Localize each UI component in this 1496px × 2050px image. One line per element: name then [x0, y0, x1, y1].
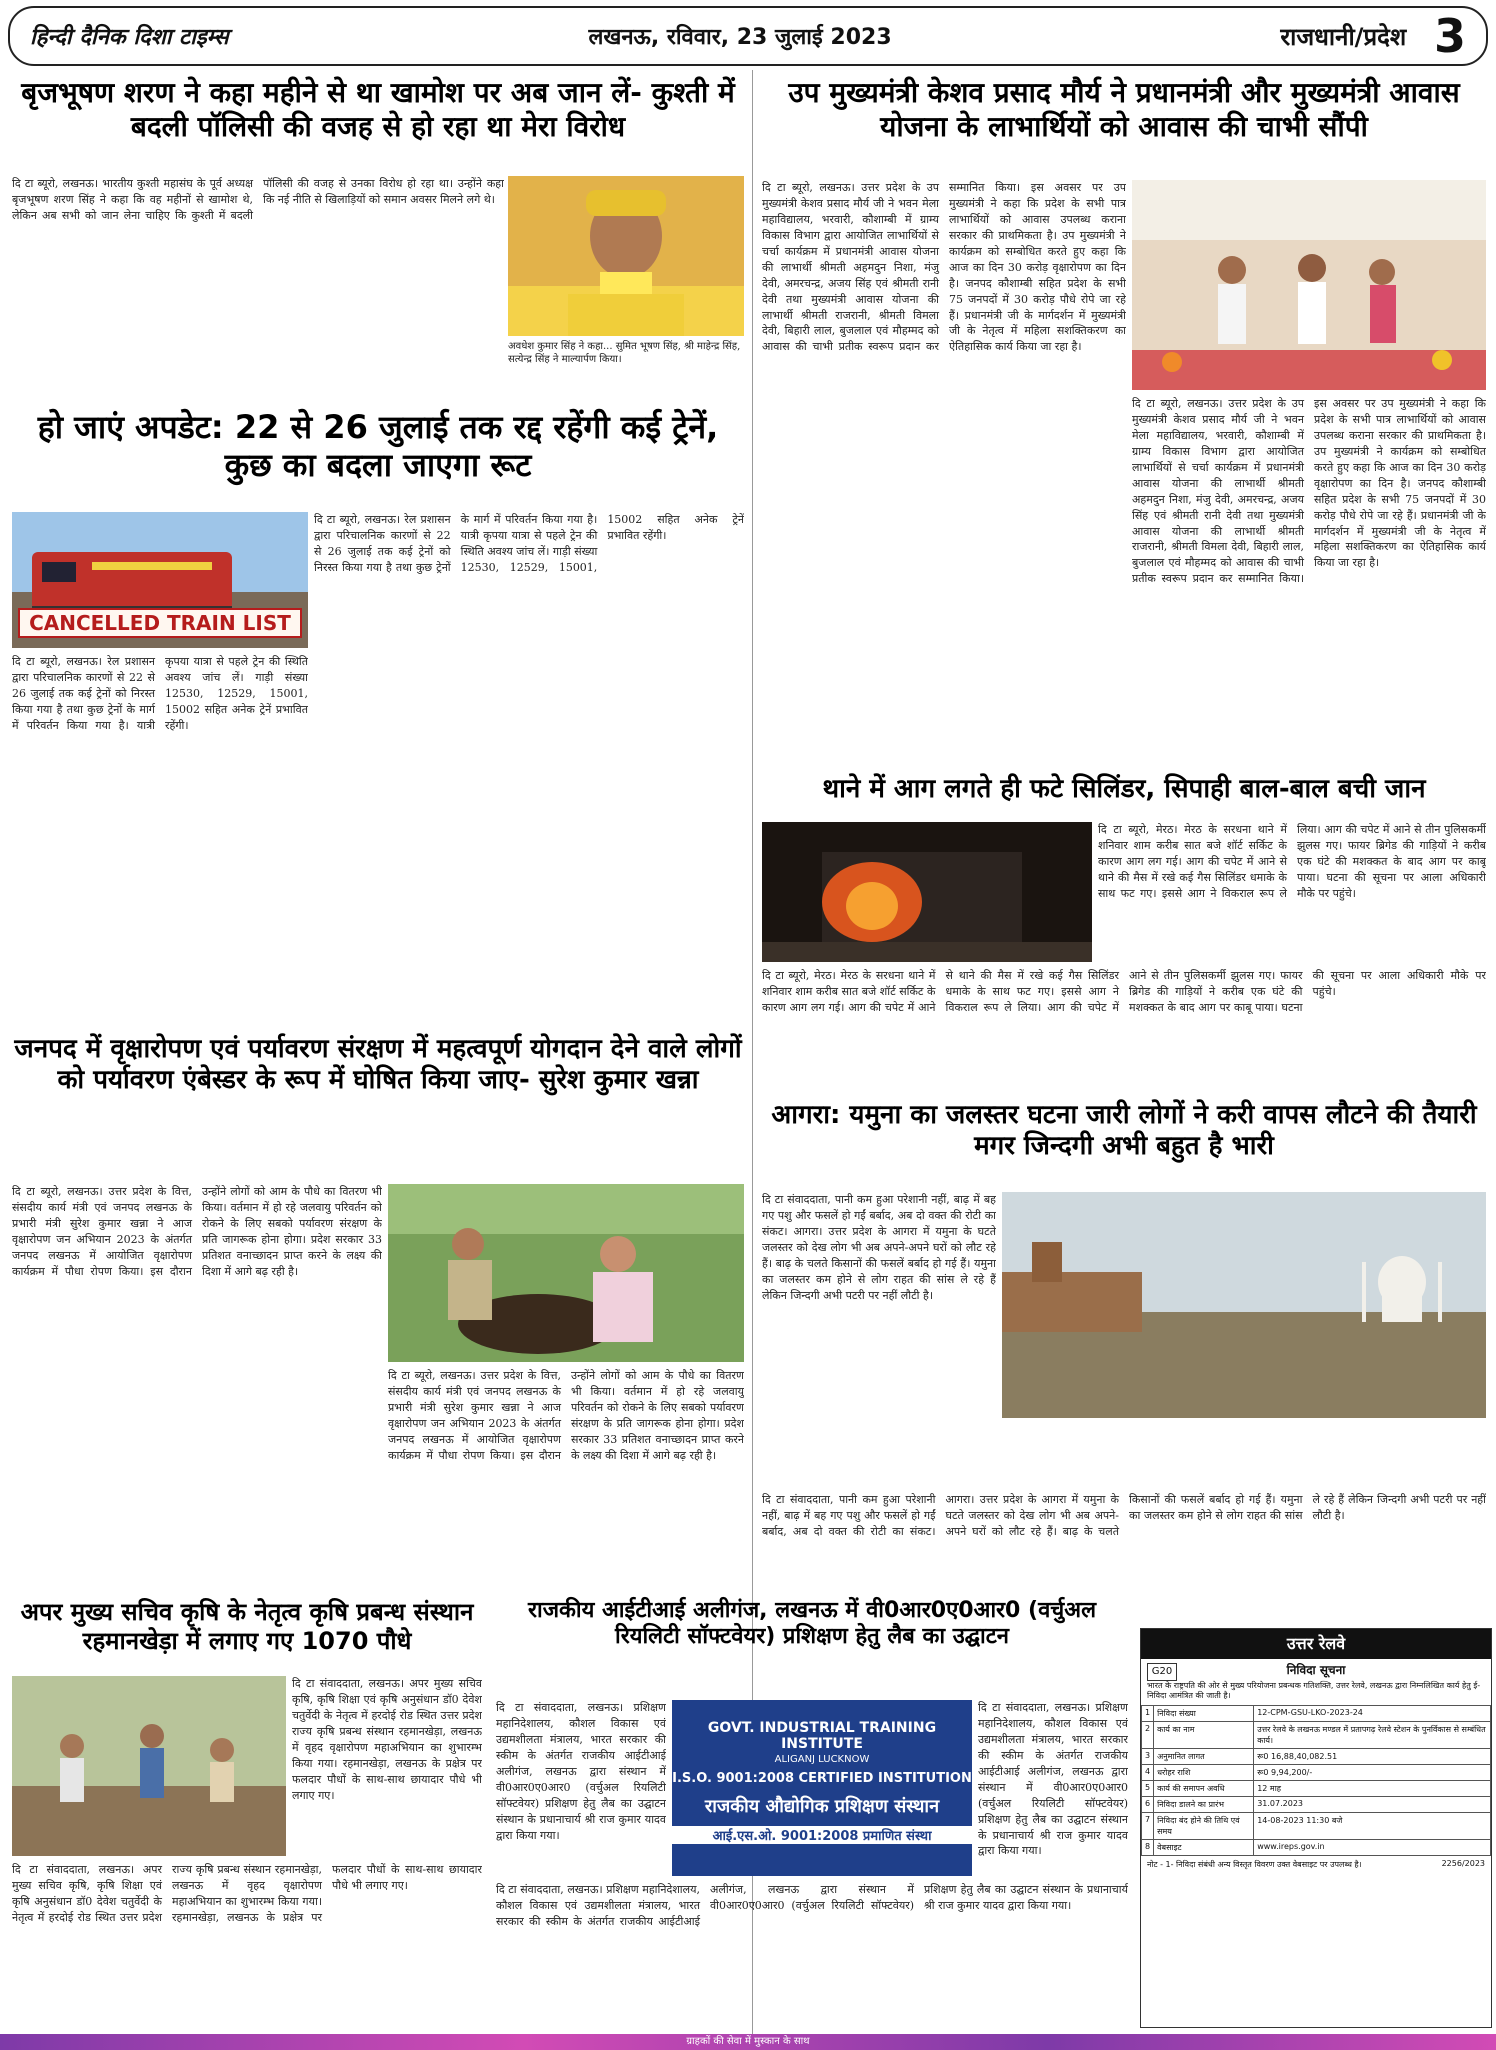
tender-note: नोट - 1- निविदा संबंधी अन्य विस्तृत विवरण उक्त वेबसाइट पर उपलब्ध है।	[1147, 1859, 1362, 1869]
headline: अपर मुख्य सचिव कृषि के नेतृत्व कृषि प्रबन्ध संस्थान रहमानखेड़ा में लगाए गए 1070 पौधे	[20, 1598, 474, 1655]
tender-row-number: 3	[1142, 1748, 1154, 1764]
article-deputy-cm	[758, 72, 1490, 768]
tender-row-value: रू0 16,88,40,082.51	[1254, 1748, 1491, 1764]
tender-row-label: निविदा बंद होने की तिथि एवं समय	[1154, 1812, 1254, 1839]
deputy-cm-event-photo	[1132, 180, 1486, 390]
article-agri	[8, 1594, 486, 2034]
tender-table	[1141, 1705, 1491, 1856]
section-name: राजधानी/प्रदेश	[1280, 22, 1407, 51]
tender-row	[1142, 1839, 1491, 1855]
headline: बृजभूषण शरण ने कहा महीने से था खामोश पर अब जान लें- कुश्ती में बदली पॉलिसी की वजह से हो रहा था मेरा विरोध	[21, 76, 735, 143]
tender-title: निविदा सूचना	[1286, 1663, 1346, 1677]
tender-row-value: 14-08-2023 11:30 बजे	[1254, 1812, 1491, 1839]
tender-notice	[1140, 1628, 1492, 2028]
sign-line4: राजकीय औद्योगिक प्रशिक्षण संस्थान	[704, 1796, 940, 1817]
article-body-left: दि टा ब्यूरो, लखनऊ। उत्तर प्रदेश के वित्त, संसदीय कार्य मंत्री एवं जनपद लखनऊ के प्रभारी मंत्री सुरेश कुमार खन्ना ने आज वृक्षारोपण जन अभियान 2023 के अंतर्गत जनपद लखनऊ में आयोजित वृक्षारोपण कार्यक्रम में पौधा रोपण किया। इस दौरान उन्होंने लोगों को आम के पौधे का वितरण भी किया। वर्तमान में हो रहे जलवायु परिवर्तन को रोकने के लिए सबको पर्यावरण संरक्षण के प्रति जागरूक होना होगा। प्रदेश सरकार 33 प्रतिशत वनाच्छादन प्राप्त करने के लक्ष्य की दिशा में आगे बढ़ रही है।	[12, 1185, 382, 1278]
tender-footer	[1141, 1856, 1491, 1873]
flood-photo	[1002, 1192, 1486, 1418]
railway-logo-icon: G20	[1147, 1663, 1177, 1681]
article-tree-plantation	[8, 1030, 748, 1590]
headline: थाने में आग लगते ही फटे सिलिंडर, सिपाही बाल-बाल बची जान	[822, 774, 1426, 804]
tender-row	[1142, 1812, 1491, 1839]
article-body-left: दि टा संवाददाता, पानी कम हुआ परेशानी नहीं, बाढ़ में बह गए पशु और फसलें हो गईं बर्बाद, अब दो वक्त की रोटी का संकट। आगरा। उत्तर प्रदेश के आगरा में यमुना के घटते जलस्तर को देख लोग भी अब अपने-अपने घरों को लौट रहे हैं। बाढ़ के चलते किसानों की फसलें बर्बाद हो गई हैं। यमुना का जलस्तर कम होने से लोग राहत की सांस ले रहे हैं लेकिन जिन्दगी अभी पटरी पर नहीं लौटी है।	[762, 1193, 996, 1302]
footer-band	[0, 2034, 1496, 2050]
article-body-bottom: दि टा ब्यूरो, मेरठ। मेरठ के सरधना थाने में शनिवार शाम करीब सात बजे शॉर्ट सर्किट के कारण आग लग गई। आग की चपेट में आने से थाने की मैस में रखे कई गैस सिलिंडर धमाके के साथ फट गए। इससे आग ने विकराल रूप ले लिया। आग की चपेट में आने से तीन पुलिसकर्मी झुलस गए। फायर ब्रिगेड की गाड़ियों ने करीब एक घंटे की मशक्कत के बाद आग पर काबू पाया। घटना की सूचना पर आला अधिकारी मौके पर पहुंचे।	[762, 969, 1486, 1014]
tender-row-label: धरोहर राशि	[1154, 1764, 1254, 1780]
tender-row-value: 12 माह	[1254, 1780, 1491, 1796]
article-body-left: दि टा ब्यूरो, लखनऊ। रेल प्रशासन द्वारा परिचालनिक कारणों से 22 से 26 जुलाई तक कई ट्रेनों को निरस्त किया गया है तथा कुछ ट्रेनों के मार्ग में परिवर्तन किया गया है। यात्री कृपया यात्रा से पहले ट्रेन की स्थिति अवश्य जांच लें। गाड़ी संख्या 12530, 12529, 15001, 15002 सहित अनेक ट्रेनें प्रभावित रहेंगी।	[12, 655, 308, 732]
article-fire	[758, 770, 1490, 1090]
headline: आगरा: यमुना का जलस्तर घटना जारी लोगों ने करी वापस लौटने की तैयारी मगर जिन्दगी अभी बहुत है भारी	[771, 1100, 1477, 1162]
tender-row-label: निविदा संख्या	[1154, 1705, 1254, 1721]
cancelled-train-banner: CANCELLED TRAIN LIST	[18, 608, 302, 638]
tender-row-number: 8	[1142, 1839, 1154, 1855]
article-body-right: दि टा ब्यूरो, लखनऊ। रेल प्रशासन द्वारा परिचालनिक कारणों से 22 से 26 जुलाई तक कई ट्रेनों को निरस्त किया गया है तथा कुछ ट्रेनों के मार्ग में परिवर्तन किया गया है। यात्री कृपया यात्रा से पहले ट्रेन की स्थिति अवश्य जांच लें। गाड़ी संख्या 12530, 12529, 15001, 15002 सहित अनेक ट्रेनें प्रभावित रहेंगी।	[314, 513, 744, 574]
agri-plantation-photo	[12, 1676, 286, 1856]
plantation-photo	[388, 1184, 744, 1362]
sign-line5: आई.एस.ओ. 9001:2008 प्रमाणित संस्था	[672, 1826, 972, 1844]
tender-row-number: 7	[1142, 1812, 1154, 1839]
article-trains	[8, 404, 748, 1024]
tender-row-number: 1	[1142, 1705, 1154, 1721]
tender-row-label: कार्य की समापन अवधि	[1154, 1780, 1254, 1796]
fire-photo	[762, 822, 1092, 962]
tender-row	[1142, 1705, 1491, 1721]
photo-caption: अवधेश कुमार सिंह ने कहा... सुमित भूषण सिंह, श्री माहेन्द्र सिंह, सत्येन्द्र सिंह ने माल्यार्पण किया।	[508, 341, 741, 365]
article-iti	[492, 1594, 1132, 2034]
headline: हो जाएं अपडेट: 22 से 26 जुलाई तक रद्द रहेंगी कई ट्रेनें, कुछ का बदला जाएगा रूट	[37, 408, 719, 485]
article-body-bottom: दि टा संवाददाता, लखनऊ। प्रशिक्षण महानिदेशालय, कौशल विकास एवं उद्यमशीलता मंत्रालय, भारत सरकार की स्कीम के अंतर्गत राजकीय आईटीआई अलीगंज, लखनऊ द्वारा संस्थान में वी0आर0ए0आर0 (वर्चुअल रियलिटी सॉफ्टवेयर) प्रशिक्षण हेतु लैब का उद्घाटन संस्थान के प्रधानाचार्य श्री राज कुमार यादव द्वारा किया गया।	[496, 1883, 1128, 1928]
tender-row-value: 12-CPM-GSU-LKO-2023-24	[1254, 1705, 1491, 1721]
brijbhushan-photo	[508, 176, 744, 336]
headline: उप मुख्यमंत्री केशव प्रसाद मौर्य ने प्रधानमंत्री और मुख्यमंत्री आवास योजना के लाभार्थियों को आवास की चाभी सौंपी	[788, 76, 1460, 143]
tender-row-label: कार्य का नाम	[1154, 1721, 1254, 1748]
tender-row-number: 5	[1142, 1780, 1154, 1796]
footer-band-text: ग्राहकों की सेवा में मुस्कान के साथ	[686, 2036, 810, 2047]
sign-line1: GOVT. INDUSTRIAL TRAINING INSTITUTE	[707, 1720, 937, 1752]
sign-line3: I.S.O. 9001:2008 CERTIFIED INSTITUTION	[672, 1771, 972, 1786]
article-body-right: दि टा ब्यूरो, लखनऊ। उत्तर प्रदेश के वित्त, संसदीय कार्य मंत्री एवं जनपद लखनऊ के प्रभारी मंत्री सुरेश कुमार खन्ना ने आज वृक्षारोपण जन अभियान 2023 के अंतर्गत जनपद लखनऊ में आयोजित वृक्षारोपण कार्यक्रम में पौधा रोपण किया। इस दौरान उन्होंने लोगों को आम के पौधे का वितरण भी किया। वर्तमान में हो रहे जलवायु परिवर्तन को रोकने के लिए सबको पर्यावरण संरक्षण के प्रति जागरूक होना होगा। प्रदेश सरकार 33 प्रतिशत वनाच्छादन प्राप्त करने के लक्ष्य की दिशा में आगे बढ़ रही है।	[388, 1369, 744, 1462]
article-body-right: दि टा संवाददाता, लखनऊ। प्रशिक्षण महानिदेशालय, कौशल विकास एवं उद्यमशीलता मंत्रालय, भारत सरकार की स्कीम के अंतर्गत राजकीय आईटीआई अलीगंज, लखनऊ द्वारा संस्थान में वी0आर0ए0आर0 (वर्चुअल रियलिटी सॉफ्टवेयर) प्रशिक्षण हेतु लैब का उद्घाटन संस्थान के प्रधानाचार्य श्री राज कुमार यादव द्वारा किया गया।	[978, 1701, 1128, 1858]
tender-row	[1142, 1764, 1491, 1780]
article-brijbhushan	[8, 72, 748, 402]
tender-row-value: 31.07.2023	[1254, 1796, 1491, 1812]
article-body-top: दि टा ब्यूरो, मेरठ। मेरठ के सरधना थाने में शनिवार शाम करीब सात बजे शॉर्ट सर्किट के कारण आग लग गई। आग की चपेट में आने से थाने की मैस में रखे कई गैस सिलिंडर धमाके के साथ फट गए। इससे आग ने विकराल रूप ले लिया। आग की चपेट में आने से तीन पुलिसकर्मी झुलस गए। फायर ब्रिगेड की गाड़ियों ने करीब एक घंटे की मशक्कत के बाद आग पर काबू पाया। घटना की सूचना पर आला अधिकारी मौके पर पहुंचे।	[1098, 823, 1486, 900]
tender-row-number: 4	[1142, 1764, 1154, 1780]
article-body-bottom: दि टा संवाददाता, पानी कम हुआ परेशानी नहीं, बाढ़ में बह गए पशु और फसलें हो गईं बर्बाद, अब दो वक्त की रोटी का संकट। आगरा। उत्तर प्रदेश के आगरा में यमुना के घटते जलस्तर को देख लोग भी अब अपने-अपने घरों को लौट रहे हैं। बाढ़ के चलते किसानों की फसलें बर्बाद हो गई हैं। यमुना का जलस्तर कम होने से लोग राहत की सांस ले रहे हैं लेकिन जिन्दगी अभी पटरी पर नहीं लौटी है।	[762, 1493, 1486, 1538]
tender-row-number: 2	[1142, 1721, 1154, 1748]
tender-intro: भारत के राष्ट्रपति की ओर से मुख्य परियोजना प्रबन्धक गतिशक्ति, उत्तर रेलवे, लखनऊ द्वारा निम्नलिखित कार्य हेतु ई-निविदा आमंत्रित की जाती है।	[1147, 1681, 1481, 1701]
tender-row	[1142, 1721, 1491, 1748]
tender-row	[1142, 1748, 1491, 1764]
headline: जनपद में वृक्षारोपण एवं पर्यावरण संरक्षण में महत्वपूर्ण योगदान देने वाले लोगों को पर्यावरण एंबेस्डर के रूप में घोषित किया जाए- सुरेश कुमार खन्ना	[14, 1034, 742, 1096]
tender-row-label: अनुमानित लागत	[1154, 1748, 1254, 1764]
tender-row-number: 6	[1142, 1796, 1154, 1812]
article-yamuna	[758, 1096, 1490, 1626]
tender-row-label: निविदा डालने का प्रारंभ	[1154, 1796, 1254, 1812]
page-number: 3	[1433, 9, 1466, 63]
tender-row	[1142, 1796, 1491, 1812]
sign-line2: ALIGANJ LUCKNOW	[774, 1754, 870, 1765]
tender-row-value: रू0 9,94,200/-	[1254, 1764, 1491, 1780]
tender-railway-title: उत्तर रेलवे	[1141, 1629, 1491, 1659]
tender-row-label: वेबसाइट	[1154, 1839, 1254, 1855]
masthead	[8, 6, 1488, 66]
article-body-left: दि टा संवाददाता, लखनऊ। प्रशिक्षण महानिदेशालय, कौशल विकास एवं उद्यमशीलता मंत्रालय, भारत सरकार की स्कीम के अंतर्गत राजकीय आईटीआई अलीगंज, लखनऊ द्वारा संस्थान में वी0आर0ए0आर0 (वर्चुअल रियलिटी सॉफ्टवेयर) प्रशिक्षण हेतु लैब का उद्घाटन संस्थान के प्रधानाचार्य श्री राज कुमार यादव द्वारा किया गया।	[496, 1701, 666, 1842]
train-photo	[12, 512, 308, 648]
tender-row-value: www.ireps.gov.in	[1254, 1839, 1491, 1855]
article-body-right: दि टा ब्यूरो, लखनऊ। उत्तर प्रदेश के उप मुख्यमंत्री केशव प्रसाद मौर्य जी ने भवन मेला महाविद्यालय, भरवारी, कौशाम्बी में ग्राम्य विकास विभाग द्वारा आयोजित लाभार्थियों से चर्चा कार्यक्रम में प्रधानमंत्री आवास योजना की लाभार्थी श्रीमती अहमदुन निशा, मंजु देवी, अमरचन्द्र, अजय सिंह एवं श्रीमती रानी देवी तथा मुख्यमंत्री आवास योजना की लाभार्थी श्रीमती राजरानी, श्रीमती विमला देवी, बिहारी लाल, बुजलाल एवं मौहम्मद को आवास की चाभी प्रतीक स्वरूप प्रदान कर सम्मानित किया। इस अवसर पर उप मुख्यमंत्री ने कहा कि प्रदेश के सभी पात्र लाभार्थियों को आवास उपलब्ध कराना सरकार की प्राथमिकता है। उप मुख्यमंत्री ने कार्यक्रम को सम्बोधित करते हुए कहा कि आज का दिन 30 करोड़ वृक्षारोपण का दिन है। जनपद कौशाम्बी सहित प्रदेश के सभी 75 जनपदों में 30 करोड़ पौधे रोपे जा रहे हैं। प्रधानमंत्री जी के मार्गदर्शन में मुख्यमंत्री जी के नेतृत्व में महिला सशक्तिकरण का ऐतिहासिक कार्य किया जा रहा है।	[1132, 397, 1486, 586]
article-body-left: दि टा ब्यूरो, लखनऊ। उत्तर प्रदेश के उप मुख्यमंत्री केशव प्रसाद मौर्य जी ने भवन मेला महाविद्यालय, भरवारी, कौशाम्बी में ग्राम्य विकास विभाग द्वारा आयोजित लाभार्थियों से चर्चा कार्यक्रम में प्रधानमंत्री आवास योजना की लाभार्थी श्रीमती अहमदुन निशा, मंजु देवी, अमरचन्द्र, अजय सिंह एवं श्रीमती रानी देवी तथा मुख्यमंत्री आवास योजना की लाभार्थी श्रीमती राजरानी, श्रीमती विमला देवी, बिहारी लाल, बुजलाल एवं मौहम्मद को आवास की चाभी प्रतीक स्वरूप प्रदान कर सम्मानित किया। इस अवसर पर उप मुख्यमंत्री ने कहा कि प्रदेश के सभी पात्र लाभार्थियों को आवास उपलब्ध कराना सरकार की प्राथमिकता है। उप मुख्यमंत्री ने कार्यक्रम को सम्बोधित करते हुए कहा कि आज का दिन 30 करोड़ वृक्षारोपण का दिन है। जनपद कौशाम्बी सहित प्रदेश के सभी 75 जनपदों में 30 करोड़ पौधे रोपे जा रहे हैं। प्रधानमंत्री जी के मार्गदर्शन में मुख्यमंत्री जी के नेतृत्व में महिला सशक्तिकरण का ऐतिहासिक कार्य किया जा रहा है।	[762, 181, 1126, 354]
tender-row-value: उत्तर रेलवे के लखनऊ मण्डल में प्रतापगढ़ रेलवे स्टेशन के पुनर्विकास से सम्बंधित कार्य।	[1254, 1721, 1491, 1748]
issue-date: लखनऊ, रविवार, 23 जुलाई 2023	[588, 25, 892, 50]
iti-signboard	[672, 1700, 972, 1876]
tender-row	[1142, 1780, 1491, 1796]
paper-name: हिन्दी दैनिक दिशा टाइम्स	[30, 25, 229, 50]
headline: राजकीय आईटीआई अलीगंज, लखनऊ में वी0आर0ए0आर0 (वर्चुअल रियलिटी सॉफ्टवेयर) प्रशिक्षण हेतु लैब का उद्घाटन	[528, 1598, 1096, 1650]
article-body: दि टा ब्यूरो, लखनऊ। भारतीय कुश्ती महासंघ के पूर्व अध्यक्ष बृजभूषण शरण सिंह ने कहा कि वह महीनों से खामोश थे, लेकिन अब सभी को जान लेना चाहिए कि कुश्ती में बदली पॉलिसी की वजह से उनका विरोध हो रहा था। उन्होंने कहा कि नई नीति से खिलाड़ियों को समान अवसर मिलने लगे थे।	[12, 177, 504, 222]
article-body-bottom: दि टा संवाददाता, लखनऊ। अपर मुख्य सचिव कृषि, कृषि शिक्षा एवं कृषि अनुसंधान डॉ0 देवेश चतुर्वेदी के नेतृत्व में हरदोई रोड स्थित उत्तर प्रदेश राज्य कृषि प्रबन्ध संस्थान रहमानखेड़ा, लखनऊ में वृहद वृक्षारोपण महाअभियान का शुभारम्भ किया गया। रहमानखेड़ा, लखनऊ के प्रक्षेत्र पर फलदार पौधों के साथ-साथ छायादार पौधे भी लगाए गए।	[12, 1863, 482, 1924]
article-body-right: दि टा संवाददाता, लखनऊ। अपर मुख्य सचिव कृषि, कृषि शिक्षा एवं कृषि अनुसंधान डॉ0 देवेश चतुर्वेदी के नेतृत्व में हरदोई रोड स्थित उत्तर प्रदेश राज्य कृषि प्रबन्ध संस्थान रहमानखेड़ा, लखनऊ में वृहद वृक्षारोपण महाअभियान का शुभारम्भ किया गया। रहमानखेड़ा, लखनऊ के प्रक्षेत्र पर फलदार पौधों के साथ-साथ छायादार पौधे भी लगाए गए।	[292, 1677, 482, 1802]
tender-code: 2256/2023	[1441, 1858, 1485, 1868]
